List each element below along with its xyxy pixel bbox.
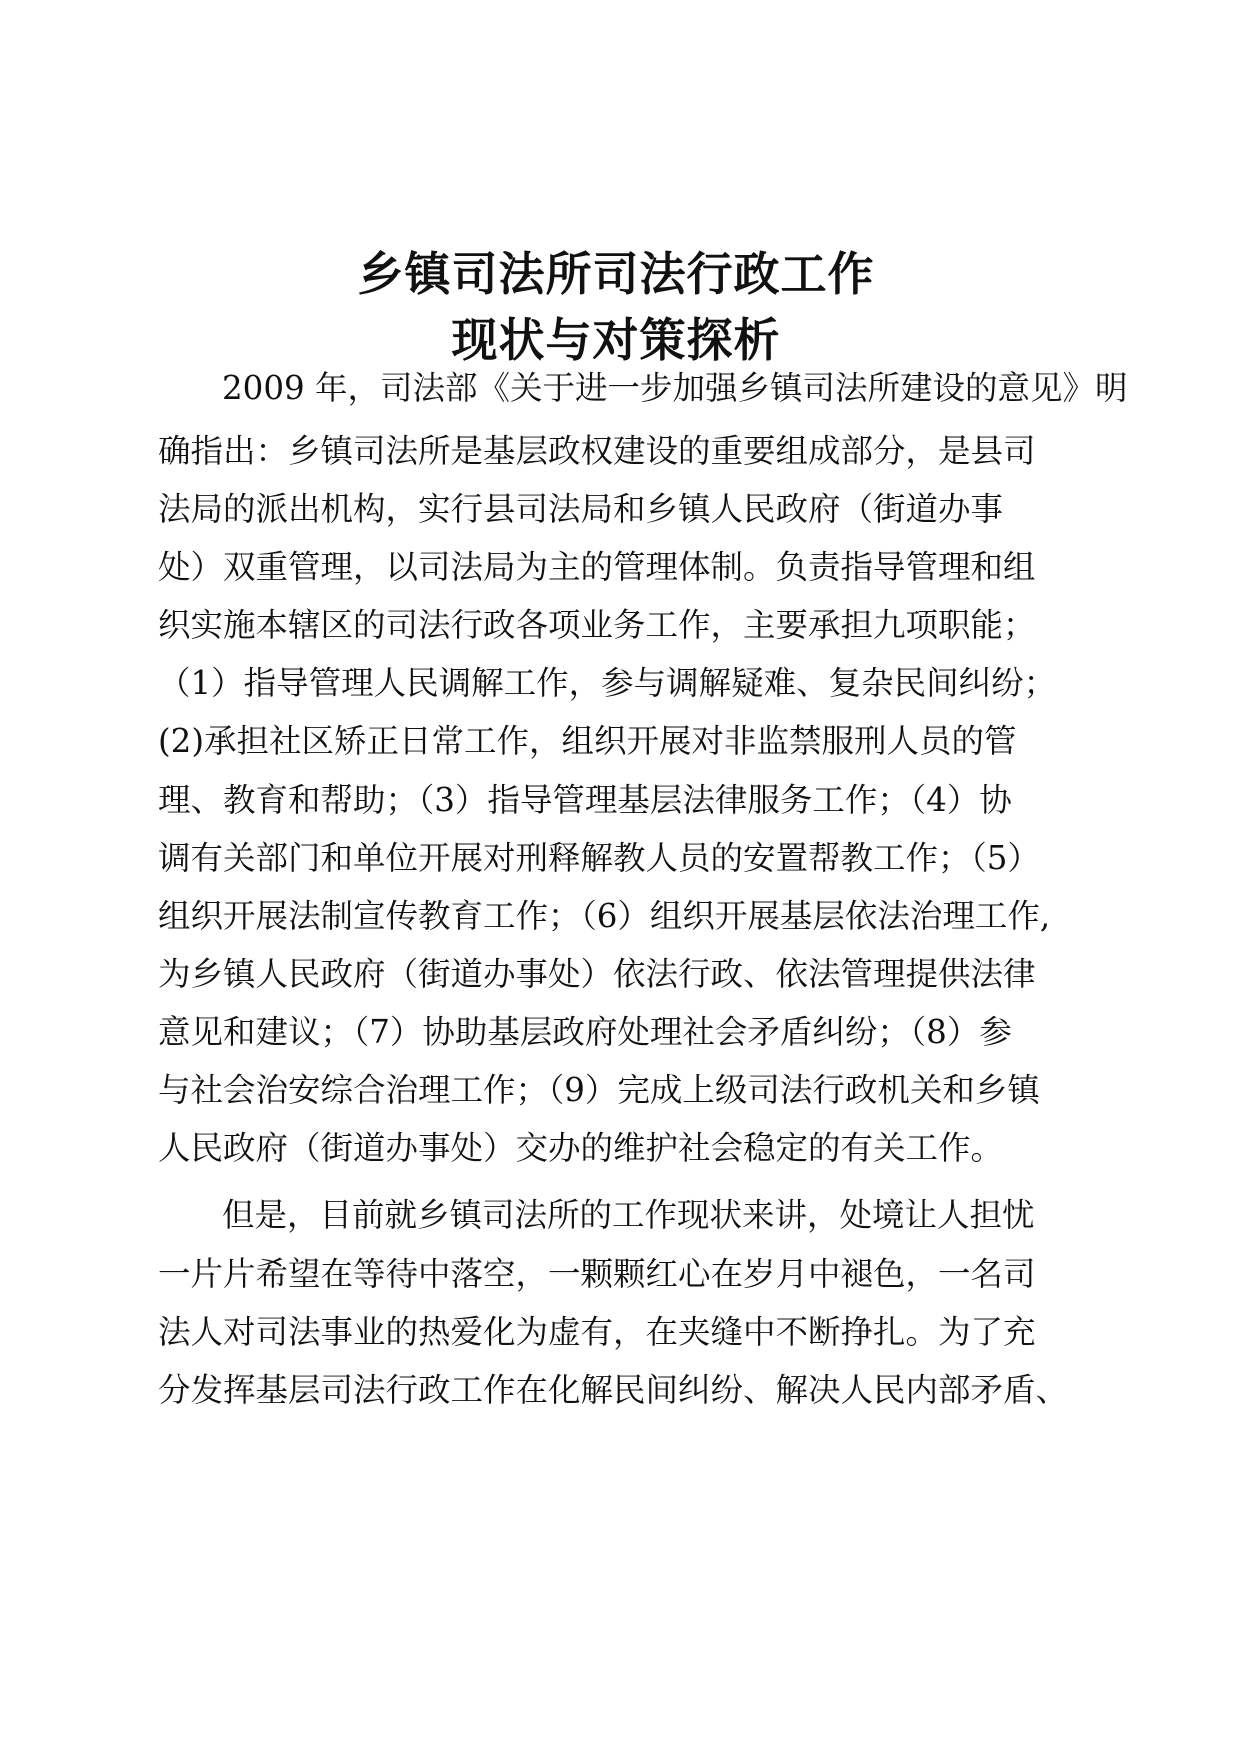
paragraph-1-line: 确指出：乡镇司法所是基层政权建设的重要组成部分，是县司 [158, 432, 1036, 470]
paragraph-1-line: 处）双重管理，以司法局为主的管理体制。负责指导管理和组 [158, 548, 1036, 586]
paragraph-1-line: 法局的派出机构，实行县司法局和乡镇人民政府（街道办事 [158, 490, 1004, 528]
document-title-line-1: 乡镇司法所司法行政工作 [357, 247, 875, 301]
paragraph-1-line: 织实施本辖区的司法行政各项业务工作，主要承担九项职能； [158, 606, 1036, 644]
paragraph-2-line: 法人对司法事业的热爱化为虚有，在夹缝中不断挣扎。为了充 [158, 1313, 1036, 1351]
paragraph-1-line: (2)承担社区矫正日常工作，组织开展对非监禁服刑人员的管 [158, 722, 1017, 760]
document-title-line-2: 现状与对策探析 [451, 313, 781, 367]
paragraph-1-line: 组织开展法制宣传教育工作；（6）组织开展基层依法治理工作, [158, 897, 1051, 935]
paragraph-2-line: 分发挥基层司法行政工作在化解民间纠纷、解决人民内部矛盾、 [158, 1371, 1069, 1409]
paragraph-1-line: （1）指导管理人民调解工作，参与调解疑难、复杂民间纠纷； [158, 664, 1057, 702]
paragraph-1-line: 理、教育和帮助；（3）指导管理基层法律服务工作；（4）协 [158, 781, 1012, 819]
paragraph-1-line: 2009 年，司法部《关于进一步加强乡镇司法所建设的意见》明 [222, 369, 1128, 407]
paragraph-1-line: 意见和建议；（7）协助基层政府处理社会矛盾纠纷；（8）参 [158, 1013, 1012, 1051]
paragraph-2-line: 一片片希望在等待中落空，一颗颗红心在岁月中褪色，一名司 [158, 1255, 1036, 1293]
paragraph-1-line: 为乡镇人民政府（街道办事处）依法行政、依法管理提供法律 [158, 955, 1036, 993]
paragraph-1-line: 调有关部门和单位开展对刑释解教人员的安置帮教工作；（5） [158, 839, 1040, 877]
paragraph-1-line: 人民政府（街道办事处）交办的维护社会稳定的有关工作。 [158, 1129, 1004, 1167]
paragraph-1-line: 与社会治安综合治理工作；（9）完成上级司法行政机关和乡镇 [158, 1071, 1040, 1109]
paragraph-2-line: 但是，目前就乡镇司法所的工作现状来讲，处境让人担忧 [222, 1196, 1035, 1234]
